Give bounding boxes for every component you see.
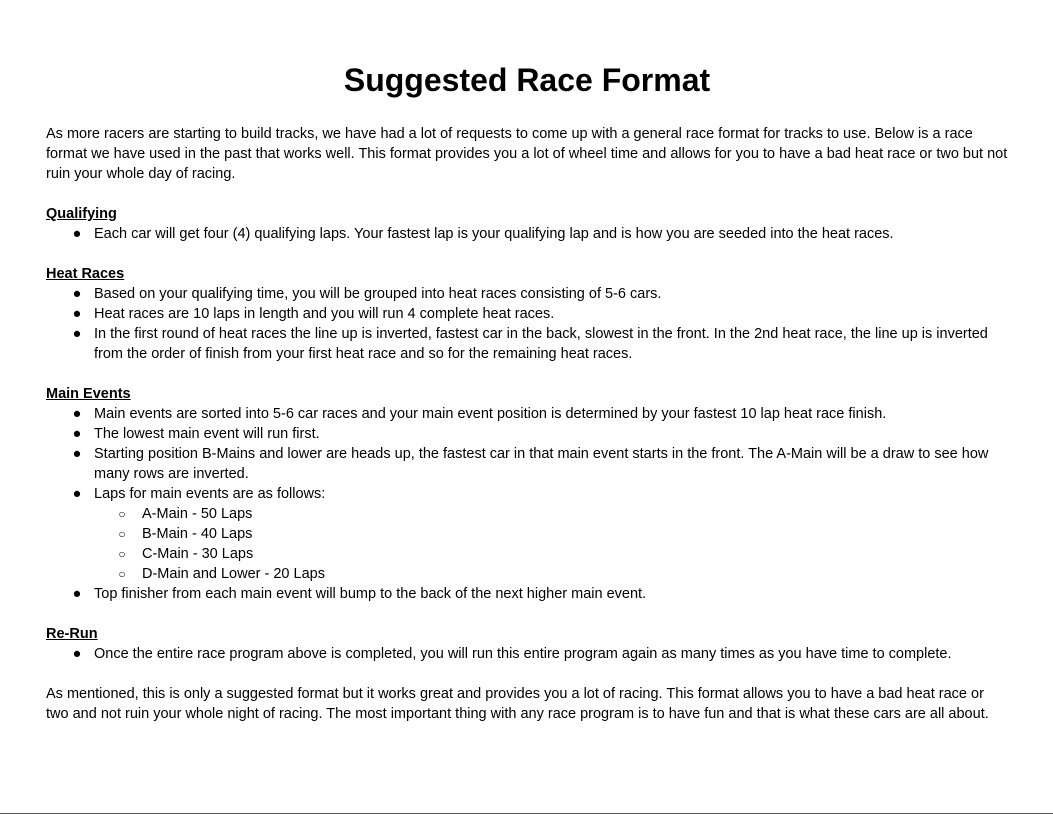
bullet-icon: ● [72, 646, 82, 662]
section-heading-main-events: Main Events [46, 386, 131, 402]
section-heading-heat-races: Heat Races [46, 266, 125, 282]
document-title: Suggested Race Format [343, 62, 711, 98]
list-item-text: Laps for main events are as follows: [94, 486, 326, 502]
closing-paragraph: As mentioned, this is only a suggested format but it works great and provides you a lot of racing. This format allows you to have a bad heat race or two and not ruin your whole night of racing. The most important thing with any race program is to have fun and that is what these cars are all about. [46, 686, 989, 722]
sublist-item [94, 564, 1008, 584]
main-events-list [46, 404, 1008, 604]
sublist-item-text: A-Main - 50 Laps [142, 506, 253, 522]
laps-sublist [94, 504, 1008, 584]
list-item [46, 424, 1008, 444]
list-item [46, 304, 1008, 324]
list-item-text: The lowest main event will run first. [94, 426, 320, 442]
list-item [46, 644, 1008, 664]
list-item [46, 444, 1008, 484]
list-item-text: Heat races are 10 laps in length and you will run 4 complete heat races. [94, 306, 555, 322]
list-item [46, 324, 1008, 364]
list-item-text: Top finisher from each main event will bump to the back of the next higher main event. [94, 586, 647, 602]
intro-paragraph: As more racers are starting to build tracks, we have had a lot of requests to come up with a general race format for tracks to use. Below is a race format we have used in the past that works well. This format provides you a lot of wheel time and allows for you to have a bad heat race or two but not ruin your whole day of racing. [46, 126, 1008, 182]
bullet-icon: ● [72, 306, 82, 322]
rerun-list [46, 644, 1008, 664]
bullet-icon: ● [72, 406, 82, 422]
list-item [46, 484, 1008, 584]
section-heading-rerun: Re-Run [46, 626, 98, 642]
qualifying-list [46, 224, 1008, 244]
sublist-item-text: B-Main - 40 Laps [142, 526, 253, 542]
sublist-item-text: D-Main and Lower - 20 Laps [142, 566, 325, 582]
bullet-icon: ● [72, 286, 82, 302]
list-item [46, 284, 1008, 304]
list-item-text: Once the entire race program above is completed, you will run this entire program again as many times as you have time to complete. [94, 646, 952, 662]
sublist-item-text: C-Main - 30 Laps [142, 546, 254, 562]
bullet-icon: ● [72, 486, 82, 502]
sub-bullet-icon: ○ [118, 527, 126, 541]
list-item [46, 584, 1008, 604]
list-item-text: Main events are sorted into 5-6 car races and your main event position is determined by your fastest 10 lap heat race finish. [94, 406, 887, 422]
document-page [46, 58, 1008, 724]
list-item-text: In the first round of heat races the line up is inverted, fastest car in the back, slowest in the front. In the 2nd heat race, the line up is inverted from the order of finish from your first heat race and so for the remaining heat races. [94, 326, 988, 362]
sub-bullet-icon: ○ [118, 547, 126, 561]
list-item [46, 404, 1008, 424]
sub-bullet-icon: ○ [118, 507, 126, 521]
bullet-icon: ● [72, 426, 82, 442]
sublist-item [94, 504, 1008, 524]
bullet-icon: ● [72, 446, 82, 462]
bullet-icon: ● [72, 586, 82, 602]
bullet-icon: ● [72, 226, 82, 242]
bullet-icon: ● [72, 326, 82, 342]
sublist-item [94, 524, 1008, 544]
section-heading-qualifying: Qualifying [46, 206, 117, 222]
heat-races-list [46, 284, 1008, 364]
list-item-text: Based on your qualifying time, you will be grouped into heat races consisting of 5-6 cars. [94, 286, 662, 302]
sub-bullet-icon: ○ [118, 567, 126, 581]
sublist-item [94, 544, 1008, 564]
list-item [46, 224, 1008, 244]
list-item-text: Starting position B-Mains and lower are heads up, the fastest car in that main event starts in the front. The A-Main will be a draw to see how many rows are inverted. [94, 446, 989, 482]
list-item-text: Each car will get four (4) qualifying laps. Your fastest lap is your qualifying lap and is how you are seeded into the heat races. [94, 226, 894, 242]
